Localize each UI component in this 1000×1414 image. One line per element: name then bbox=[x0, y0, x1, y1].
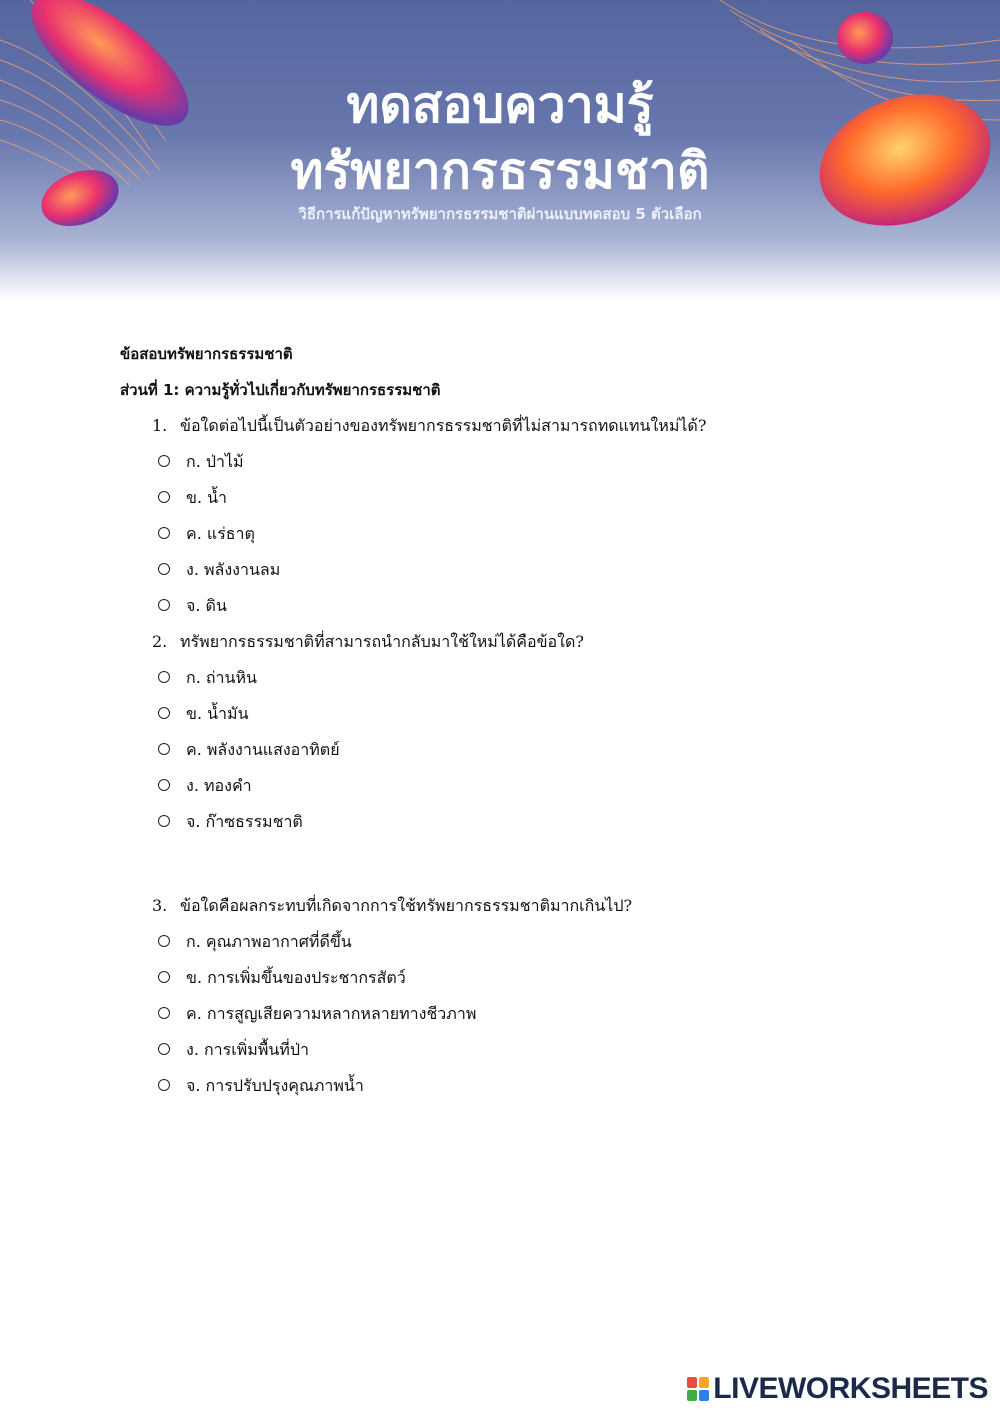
question-2 bbox=[120, 624, 880, 840]
option-label: ข. การเพิ่มขึ้นของประชากรสัตว์ bbox=[186, 968, 406, 987]
document-heading: ข้อสอบทรัพยากรธรรมชาติ bbox=[120, 345, 293, 363]
option[interactable] bbox=[120, 960, 880, 996]
radio-circle-icon[interactable] bbox=[158, 1007, 170, 1019]
radio-circle-icon[interactable] bbox=[158, 707, 170, 719]
liveworksheets-logo bbox=[687, 1372, 988, 1406]
radio-circle-icon[interactable] bbox=[158, 971, 170, 983]
banner-subtitle: วิธีการแก้ปัญหาทรัพยากรธรรมชาติผ่านแบบทดสอบ 5 ตัวเลือก bbox=[298, 205, 702, 223]
question-number: 3. bbox=[152, 896, 168, 915]
option-label: ง. การเพิ่มพื้นที่ป่า bbox=[186, 1040, 309, 1059]
option[interactable] bbox=[120, 480, 880, 516]
radio-circle-icon[interactable] bbox=[158, 743, 170, 755]
option-label: จ. ดิน bbox=[186, 596, 227, 615]
blob-top-right bbox=[837, 12, 893, 64]
radio-circle-icon[interactable] bbox=[158, 671, 170, 683]
option-label: ก. คุณภาพอากาศที่ดีขึ้น bbox=[186, 932, 352, 951]
option[interactable] bbox=[120, 1032, 880, 1068]
radio-circle-icon[interactable] bbox=[158, 815, 170, 827]
option[interactable] bbox=[120, 768, 880, 804]
option-label: ง. พลังงานลม bbox=[186, 560, 281, 579]
logo-square-icon bbox=[699, 1377, 709, 1388]
radio-circle-icon[interactable] bbox=[158, 563, 170, 575]
radio-circle-icon[interactable] bbox=[158, 1079, 170, 1091]
logo-text: LIVEWORKSHEETS bbox=[713, 1372, 988, 1405]
banner-title-line1: ทดสอบความรู้ bbox=[346, 76, 654, 134]
question-number: 1. bbox=[152, 416, 168, 435]
option[interactable] bbox=[120, 732, 880, 768]
option-label: จ. ก๊าซธรรมชาติ bbox=[186, 812, 303, 831]
radio-circle-icon[interactable] bbox=[158, 599, 170, 611]
question-3 bbox=[120, 888, 880, 1104]
spacer bbox=[120, 840, 880, 888]
quiz-content bbox=[120, 336, 880, 1104]
option[interactable] bbox=[120, 516, 880, 552]
option-label: จ. การปรับปรุงคุณภาพน้ำ bbox=[186, 1076, 364, 1095]
question-text: ข้อใดต่อไปนี้เป็นตัวอย่างของทรัพยากรธรรมชาติที่ไม่สามารถทดแทนใหม่ได้? bbox=[180, 416, 707, 435]
option-label: ค. แร่ธาตุ bbox=[186, 524, 255, 543]
option[interactable] bbox=[120, 660, 880, 696]
option[interactable] bbox=[120, 444, 880, 480]
radio-circle-icon[interactable] bbox=[158, 935, 170, 947]
option-label: ข. น้ำมัน bbox=[186, 704, 249, 723]
option[interactable] bbox=[120, 924, 880, 960]
logo-square-icon bbox=[687, 1390, 697, 1401]
question-text: ข้อใดคือผลกระทบที่เกิดจากการใช้ทรัพยากรธรรมชาติมากเกินไป? bbox=[180, 896, 633, 915]
section-heading: ส่วนที่ 1: ความรู้ทั่วไปเกี่ยวกับทรัพยากรธรรมชาติ bbox=[120, 381, 441, 399]
question-text: ทรัพยากรธรรมชาติที่สามารถนำกลับมาใช้ใหม่ได้คือข้อใด? bbox=[180, 632, 584, 651]
option[interactable] bbox=[120, 804, 880, 840]
logo-square-icon bbox=[687, 1377, 697, 1388]
option-label: ข. น้ำ bbox=[186, 488, 228, 507]
radio-circle-icon[interactable] bbox=[158, 527, 170, 539]
banner-title-line2: ทรัพยากรธรรมชาติ bbox=[290, 142, 710, 200]
logo-mark-icon bbox=[687, 1377, 709, 1401]
radio-circle-icon[interactable] bbox=[158, 1043, 170, 1055]
header-banner bbox=[0, 0, 1000, 300]
logo-square-icon bbox=[699, 1390, 709, 1401]
radio-circle-icon[interactable] bbox=[158, 779, 170, 791]
option[interactable] bbox=[120, 552, 880, 588]
radio-circle-icon[interactable] bbox=[158, 455, 170, 467]
option-label: ง. ทองคำ bbox=[186, 776, 252, 795]
option[interactable] bbox=[120, 588, 880, 624]
question-1 bbox=[120, 408, 880, 624]
option-label: ค. พลังงานแสงอาทิตย์ bbox=[186, 740, 340, 759]
option[interactable] bbox=[120, 1068, 880, 1104]
option[interactable] bbox=[120, 996, 880, 1032]
radio-circle-icon[interactable] bbox=[158, 491, 170, 503]
option-label: ก. ป่าไม้ bbox=[186, 452, 244, 471]
option-label: ค. การสูญเสียความหลากหลายทางชีวภาพ bbox=[186, 1004, 477, 1023]
option-label: ก. ถ่านหิน bbox=[186, 668, 257, 687]
option[interactable] bbox=[120, 696, 880, 732]
question-number: 2. bbox=[152, 632, 168, 651]
